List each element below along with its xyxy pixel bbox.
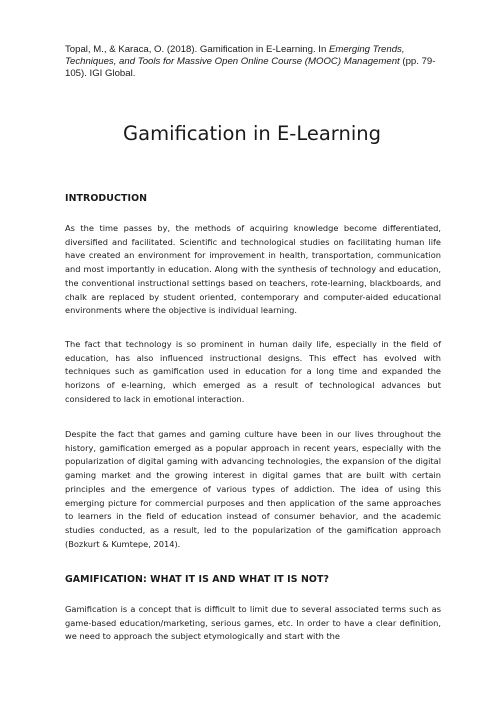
paragraph-intro-3: Despite the fact that games and gaming culture have been in our lives throughout the history, gamification emerged as a popular approach in recent years, especially with the popularization of digital gaming with advancing technologies, the expansion of the digital gaming market and the growing interest in digital games that are built with certain principles and the emergence of various types of addiction. The idea of using this emerging picture for commercial purposes and then application of the same approaches to learners in the field of education instead of consumer behavior, and the academic studies conducted, as a result, led to the popularization of the gamification approach (Bozkurt & Kumtepe, 2014).: [65, 429, 441, 549]
page-title: Gamification in E-Learning: [123, 122, 381, 145]
citation: [65, 44, 450, 81]
paragraph-intro-2: The fact that technology is so prominent in human daily life, especially in the field of education, has also influenced instructional designs. This effect has evolved with techniques such as gamification used in education for a long time and expanded the horizons of e-learning, which emerged as a result of technological advances but considered to lack in emotional interaction.: [65, 339, 441, 404]
section-heading-introduction: INTRODUCTION: [65, 193, 148, 204]
citation-prefix: Topal, M., & Karaca, O. (2018). Gamification in E-Learning. In: [65, 44, 329, 55]
paragraph-gamification-1: Gamification is a concept that is difficult to limit due to several associated terms such as game-based education/marketing, serious games, etc. In order to have a clear definition, we need to approach the subject etymologically and start with the: [65, 604, 441, 642]
section-heading-gamification: GAMIFICATION: WHAT IT IS AND WHAT IT IS NOT?: [65, 574, 330, 585]
citation-book-title: Emerging Trends, Techniques, and Tools for Massive Open Online Course (MOOC) Management: [65, 44, 405, 68]
paragraph-intro-1: As the time passes by, the methods of acquiring knowledge become differentiated, diversified and facilitated. Scientific and technological studies on facilitating human life have created an environment for improvement in health, transportation, communication and most importantly in education. Along with the synthesis of technology and education, the conventional instructional settings based on teachers, rote-learning, blackboards, and chalk are replaced by student oriented, contemporary and computer-aided educational environments where the objective is individual learning.: [65, 223, 441, 316]
citation-suffix: (pp. 79-105). IGI Global.: [65, 56, 436, 80]
